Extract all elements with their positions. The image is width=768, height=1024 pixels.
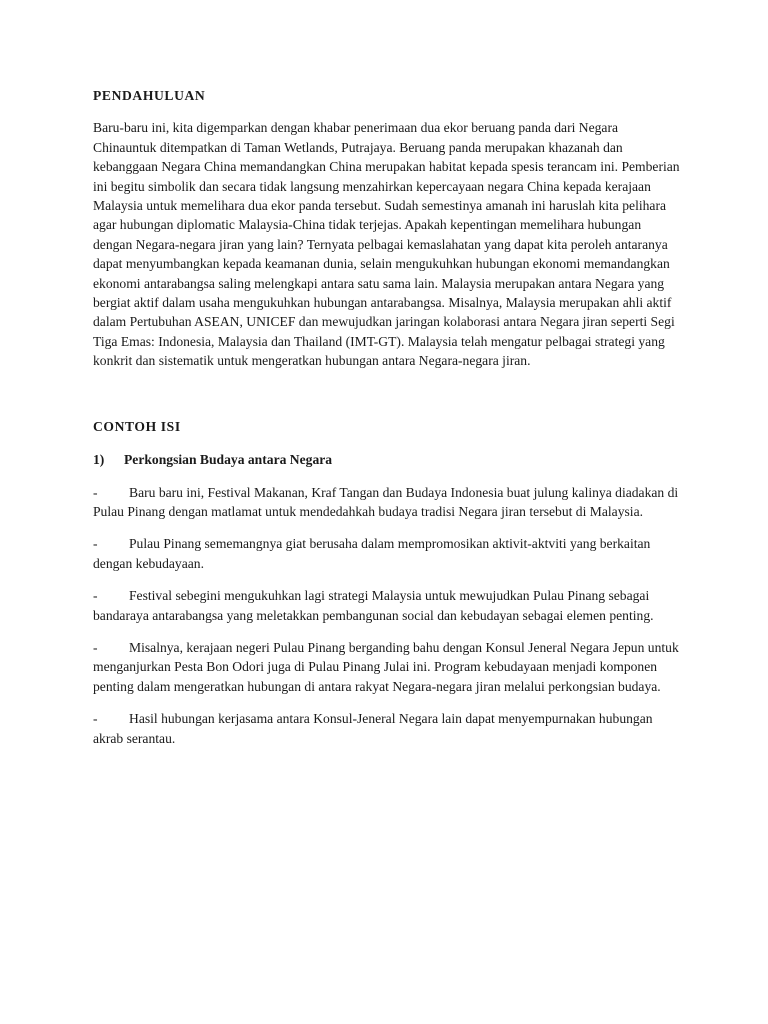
section-heading-contoh-isi: CONTOH ISI xyxy=(93,418,181,434)
bullet-text: Hasil hubungan kerjasama antara Konsul-Jeneral Negara lain dapat menyempurnakan hubungan akrab serantau. xyxy=(93,711,653,746)
intro-paragraph: Baru-baru ini, kita digemparkan dengan khabar penerimaan dua ekor beruang panda dari Negara Chinauntuk ditempatkan di Taman Wetlands, Putrajaya. Beruang panda merupakan khazanah dan kebanggaan Negara China memandangkan China merupakan habitat kepada spesis terancam ini. Pemberian ini begitu simbolik dan secara tidak langsung menzahirkan kepercayaan negara China kepada kerajaan Malaysia untuk memelihara dua ekor panda tersebut. Sudah semestinya amanah ini haruslah kita pelihara agar hubungan diplomatic Malaysia-China tidak terjejas. Apakah kepentingan memelihara hubungan dengan Negara-negara jiran yang lain? Ternyata pelbagai kemaslahatan yang dapat kita peroleh antaranya dapat menyumbangkan kepada keamanan dunia, selain mengukuhkan hubungan ekonomi memandangkan ekonomi antarabangsa saling melengkapi antara satu sama lain. Malaysia merupakan antara Negara yang bergiat aktif dalam usaha mengukuhkan hubungan antarabangsa. Misalnya, Malaysia merupakan ahli aktif dalam Pertubuhan ASEAN, UNICEF dan mewujudkan jaringan kolaborasi antara Negara jiran seperti Segi Tiga Emas: Indonesia, Malaysia dan Thailand (IMT-GT). Malaysia telah mengatur pelbagai strategi yang konkrit dan sistematik untuk mengeratkan hubungan antara Negara-negara jiran. xyxy=(93,120,680,369)
document-page xyxy=(93,86,683,748)
bullet-item xyxy=(93,638,683,696)
point-title: Perkongsian Budaya antara Negara xyxy=(124,452,333,468)
point-heading xyxy=(93,450,683,469)
bullet-item xyxy=(93,709,683,748)
bullet-item xyxy=(93,534,683,573)
bullet-dash: - xyxy=(93,536,98,552)
point-number: 1) xyxy=(93,452,105,468)
bullet-text: Pulau Pinang sememangnya giat berusaha dalam mempromosikan aktivit-aktviti yang berkaitan dengan kebudayaan. xyxy=(93,536,651,571)
bullet-text: Misalnya, kerajaan negeri Pulau Pinang berganding bahu dengan Konsul Jeneral Negara Jepun untuk menganjurkan Pesta Bon Odori juga di Pulau Pinang Julai ini. Program kebudayaan menjadi komponen penting dalam mengeratkan hubungan di antara rakyat Negara-negara jiran melalui perkongsian budaya. xyxy=(93,639,679,694)
bullet-item xyxy=(93,586,683,625)
bullet-text: Baru baru ini, Festival Makanan, Kraf Tangan dan Budaya Indonesia buat julung kalinya diadakan di Pulau Pinang dengan matlamat untuk mendedahkah budaya tradisi Negara jiran tersebut di Malaysia. xyxy=(93,484,679,519)
bullet-dash: - xyxy=(93,484,98,500)
section-heading-pendahuluan: PENDAHULUAN xyxy=(93,88,206,103)
bullet-dash: - xyxy=(93,639,98,655)
bullet-text: Festival sebegini mengukuhkan lagi strategi Malaysia untuk mewujudkan Pulau Pinang sebagai bandaraya antarabangsa yang meletakkan pembangunan social dan kebudayan sebagai elemen penting. xyxy=(93,588,654,623)
bullet-dash: - xyxy=(93,711,98,727)
bullet-dash: - xyxy=(93,588,98,604)
bullet-item xyxy=(93,483,683,522)
